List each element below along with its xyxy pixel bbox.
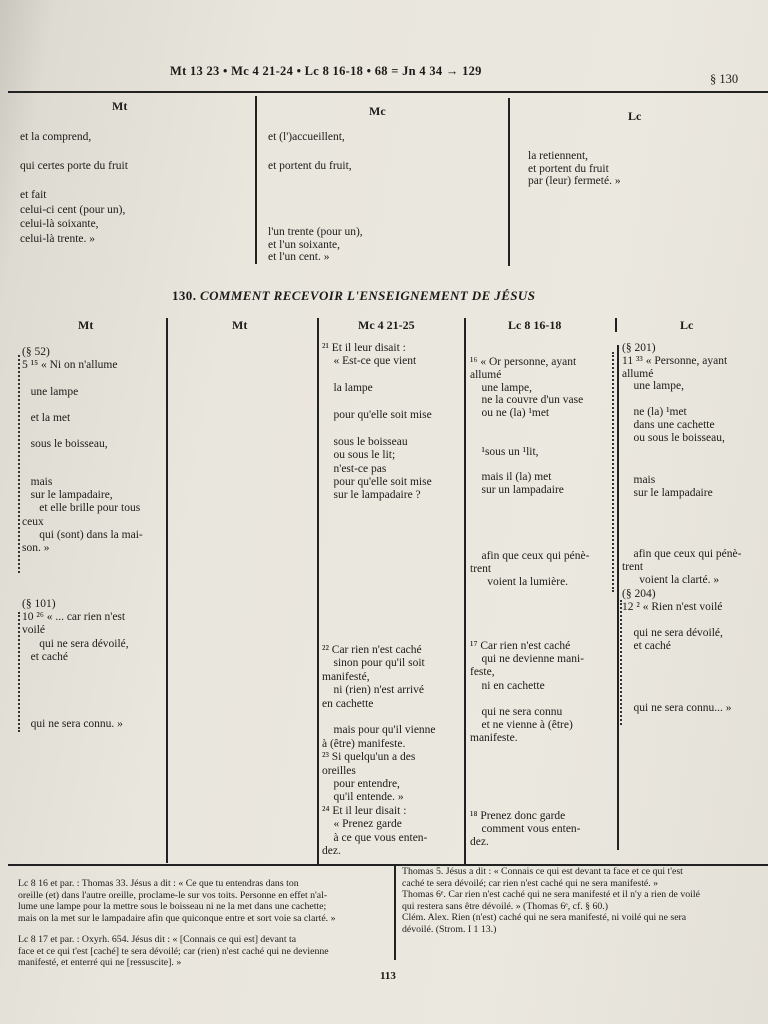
section-title-number: 130. bbox=[172, 288, 197, 303]
col1-text-b: mais sur le lampadaire, et elle brille pour tous ceux qui (sont) dans la mai- son. » bbox=[22, 476, 143, 555]
header-rule bbox=[8, 91, 768, 93]
top-col-mt-head: Mt bbox=[112, 99, 128, 113]
col-divider-4b bbox=[617, 345, 619, 850]
col1-head: Mt bbox=[78, 318, 94, 332]
col4-text-d: ¹⁸ Prenez donc garde comment vous enten- dez. bbox=[470, 810, 581, 849]
section-title bbox=[172, 288, 535, 304]
col4-dotted-rule bbox=[612, 352, 614, 592]
col3-head: Mc 4 21-25 bbox=[358, 318, 415, 332]
top-col-mt-text: et la comprend, qui certes porte du fruit et fait celui-ci cent (pour un), celui-là soixante, celui-là trente. » bbox=[20, 131, 128, 245]
col-divider-1 bbox=[166, 318, 168, 863]
col5-text-b: mais sur le lampadaire bbox=[633, 474, 713, 500]
col1-dotted-rule-2 bbox=[18, 612, 20, 732]
col4-head: Lc 8 16-18 bbox=[508, 318, 562, 332]
section-number: § 130 bbox=[710, 72, 739, 86]
col1-text-a: (§ 52) 5 ¹⁵ « Ni on n'allume une lampe et la met sous le boisseau, bbox=[22, 346, 118, 451]
top-col-mc-head: Mc bbox=[369, 104, 386, 118]
top-col-lc-head: Lc bbox=[628, 109, 642, 123]
col3-text-a: ²¹ Et il leur disait : « Est-ce que vient la lampe pour qu'elle soit mise sous le boisseau ou sous le lit; n'est-ce pas pour qu'elle soit mise sur le lampadaire ? bbox=[322, 342, 432, 502]
col4-text-a: ¹⁶ « Or personne, ayant allumé une lampe, ne la couvre d'un vase ou ne (la) ¹met ¹sous un ¹lit, mais il (la) met sur un lampadaire bbox=[470, 356, 584, 496]
col1-text-d: qui ne sera connu. » bbox=[22, 718, 123, 730]
col5-text-c: afin que ceux qui pénè- trent voient la clarté. » (§ 204) 12 ² « Rien n'est voilé qui ne sera dévoilé, et caché bbox=[622, 548, 742, 653]
top-col-mc-text-1: et (l')accueillent, et portent du fruit, bbox=[268, 131, 352, 172]
col4-text-c: ¹⁷ Car rien n'est caché qui ne devienne mani- feste, ni en cachette qui ne sera connu et ne vienne à (être) manifeste. bbox=[470, 640, 585, 745]
footnote-left-1: Lc 8 16 et par. : Thomas 33. Jésus a dit : « Ce que tu entendras dans ton oreille (et) dans l'autre oreille, proclame-le sur vos toits. Personne en effet n'al- lume une lampe pour la mettre sous le boisseau ni ne la met dans une cachette; mais on la met sur le lampadaire afin que quiconque entre et sort voie sa clarté. » bbox=[18, 878, 336, 924]
col5-text-d: qui ne sera connu... » bbox=[622, 702, 732, 714]
footnote-right: Thomas 5. Jésus a dit : « Connais ce qui est devant ta face et ce qui t'est caché te sera dévoilé; car rien n'est caché qui ne sera manifesté. » Thomas 6ᵉ. Car rien n'est caché qui ne sera manifesté et il n'y a rien de voilé qui restera sans être dévoilé. » (Thomas 6ᵉ, cf. § 60.) Clém. Alex. Rien (n'est) caché qui ne sera manifesté, ni voilé qui ne sera dévoilé. (Strom. I 1 13.) bbox=[402, 866, 700, 935]
col4-text-b: afin que ceux qui pénè- trent voient la lumière. bbox=[470, 550, 590, 589]
top-divider-2 bbox=[508, 98, 510, 266]
col-divider-4 bbox=[615, 318, 617, 332]
running-header: Mt 13 23 • Mc 4 21-24 • Lc 8 16-18 • 68 = Jn 4 34 → 129 bbox=[170, 64, 482, 78]
col1-text-c: (§ 101) 10 ²⁶ « ... car rien n'est voilé qui ne sera dévoilé, et caché bbox=[22, 598, 129, 663]
col-divider-3 bbox=[464, 318, 466, 866]
col1-dotted-rule-1 bbox=[18, 355, 20, 573]
top-col-mc-text-2: l'un trente (pour un), et l'un soixante, et l'un cent. » bbox=[268, 226, 363, 263]
top-col-lc-text: la retiennent, et portent du fruit par (leur) fermeté. » bbox=[528, 150, 621, 187]
section-title-text: COMMENT RECEVOIR L'ENSEIGNEMENT DE JÉSUS bbox=[200, 288, 536, 303]
col2-head: Mt bbox=[232, 318, 248, 332]
col5-text-a: (§ 201) 11 ³³ « Personne, ayant allumé une lampe, ne (la) ¹met dans une cachette ou sous le boisseau, bbox=[622, 342, 728, 444]
col5-head: Lc bbox=[680, 318, 694, 332]
col3-text-b: ²² Car rien n'est caché sinon pour qu'il soit manifesté, ni (rien) n'est arrivé en cachette mais pour qu'il vienne à (être) manifeste. ²³ Si quelqu'un a des oreilles pour entendre, qu'il entende. » ²⁴ Et il leur disait : « Prenez garde à ce que vous enten- dez. bbox=[322, 644, 436, 858]
page-number: 113 bbox=[380, 970, 396, 982]
footnote-divider bbox=[394, 864, 396, 960]
col-divider-2 bbox=[317, 318, 319, 866]
footnote-left-2: Lc 8 17 et par. : Oxyrh. 654. Jésus dit : « [Connais ce qui est] devant ta face et ce qui t'est [caché] te sera dévoilé; car (rien) n'est caché qui ne devienne manifesté, et enterré qui ne [ressuscite]. » bbox=[18, 934, 329, 968]
top-divider-1 bbox=[255, 96, 257, 264]
